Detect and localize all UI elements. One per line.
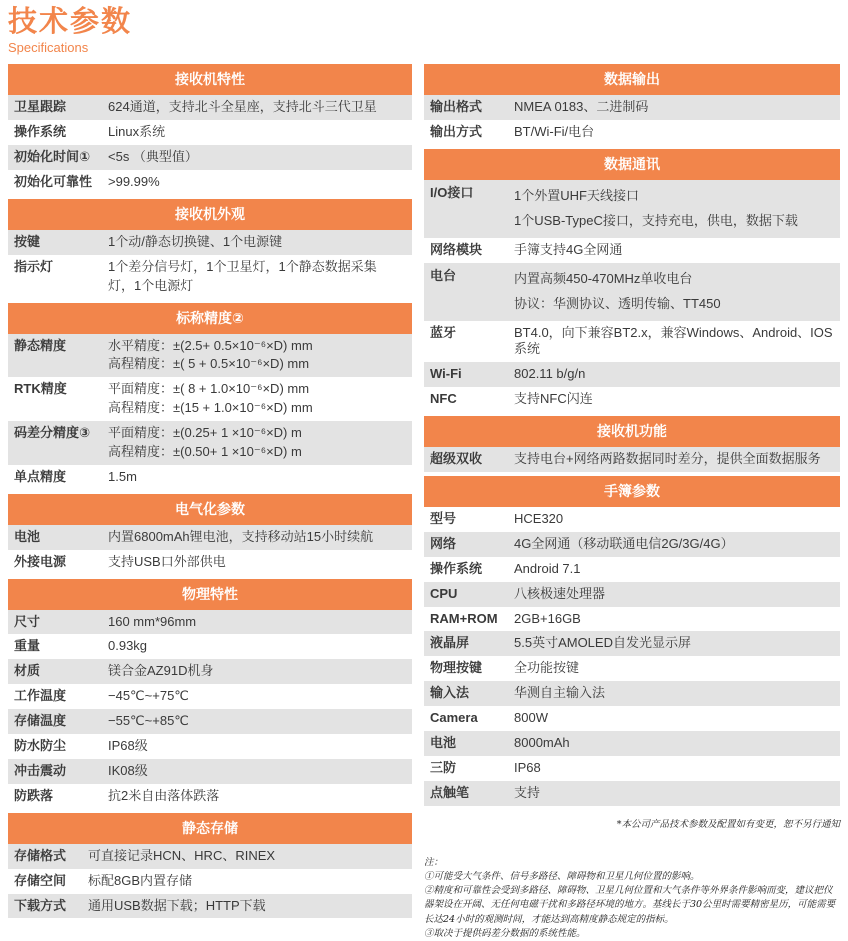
spec-value [108,148,408,167]
spec-row [8,784,412,809]
spec-value-line: 水平精度：±(2.5+ 0.5×10⁻⁶×D) mm [108,337,313,353]
spec-row [424,263,840,321]
spec-label: 存储格式 [14,847,67,863]
spec-value-line: 内置高频450-470MHz单收电台 [514,270,693,286]
spec-label: 单点精度 [14,468,67,484]
spec-row [424,238,840,263]
spec-value [514,734,836,753]
page-title: 技术参数 [8,6,133,38]
spec-row [8,170,412,195]
spec-row [8,709,412,734]
spec-value-line: 2GB+16GB [514,610,581,626]
spec-value-line: Android 7.1 [514,560,581,576]
spec-label: 外接电源 [14,553,67,569]
page-subtitle: Specifications [8,40,89,56]
spec-value [108,468,408,487]
spec-row [8,145,412,170]
spec-label: NFC [430,391,457,407]
spec-row [8,255,412,299]
section-header: 静态存储 [8,813,412,844]
note-item: ③取决于提供码差分数据的系统性能。 [424,927,586,939]
spec-value [108,98,408,117]
spec-value-line: 标配8GB内置存储 [88,872,193,888]
spec-value [108,258,408,296]
section-header: 标称精度② [8,303,412,334]
spec-value [514,610,836,629]
spec-value [108,233,408,252]
spec-value-line: 支持NFC闪连 [514,391,593,407]
spec-value [108,687,408,706]
spec-value [514,784,836,803]
spec-label: 工作温度 [14,688,67,704]
spec-label: 防水防尘 [14,738,67,754]
spec-label: 电池 [430,735,457,751]
spec-label: 码差分精度③ [14,425,91,441]
spec-row [8,465,412,490]
spec-value [514,324,836,360]
spec-label: RAM+ROM [430,610,498,626]
spec-row [8,869,412,894]
spec-section [8,494,412,575]
spec-value-line: <5s （典型值） [108,149,198,165]
spec-label: 初始化时间① [14,149,91,165]
note-item: ①可能受大气条件、信号多路径、障碍物和卫星几何位置的影响。 [424,870,700,882]
spec-value-line: 5.5英寸AMOLED自发光显示屏 [514,635,691,651]
spec-label: 点触笔 [430,784,470,800]
spec-value-line: 1.5m [108,468,137,484]
spec-row [8,734,412,759]
spec-value-line: 高程精度：±(15 + 1.0×10⁻⁶×D) mm [108,400,313,416]
spec-value-line: 624通道，支持北斗全星座，支持北斗三代卫星 [108,99,377,115]
spec-row [8,550,412,575]
spec-value-line: 4G全网通（移动联通电信2G/3G/4G） [514,535,734,551]
spec-value-line: HCE320 [514,511,564,527]
spec-value [514,267,836,317]
spec-value-line: BT4.0，向下兼容BT2.x，兼容Windows、Android、IOS系统 [514,324,833,357]
section-header: 物理特性 [8,579,412,610]
spec-value [108,662,408,681]
spec-label: 存储空间 [14,872,67,888]
spec-label: RTK精度 [14,381,67,397]
section-header: 电气化参数 [8,494,412,525]
spec-label: 材质 [14,663,41,679]
spec-row [8,525,412,550]
spec-row [424,387,840,412]
spec-row [8,610,412,635]
spec-value-line: NMEA 0183、二进制码 [514,99,649,115]
spec-value [514,535,836,554]
spec-value-line: 支持 [514,784,541,800]
spec-value [108,173,408,192]
spec-label: 物理按键 [430,660,483,676]
spec-row [8,334,412,378]
spec-value [514,241,836,260]
spec-value-line: IP68 [514,759,541,775]
spec-row [8,120,412,145]
spec-value [108,712,408,731]
spec-label: Camera [430,710,478,726]
spec-value [108,637,408,656]
section-header: 数据输出 [424,64,840,95]
spec-label: 静态精度 [14,337,67,353]
spec-label: 网络模块 [430,241,483,257]
spec-label: 超级双收 [430,451,483,467]
spec-row [424,120,840,145]
spec-row [8,634,412,659]
section-header: 接收机外观 [8,199,412,230]
spec-value-line: 800W [514,710,548,726]
spec-label: I/O接口 [430,185,474,201]
spec-value [514,684,836,703]
spec-section [8,64,412,195]
spec-value-line: 高程精度：±(0.50+ 1 ×10⁻⁶×D) m [108,444,302,460]
spec-label: 三防 [430,759,457,775]
spec-value [108,424,408,462]
spec-row [424,706,840,731]
spec-row [424,631,840,656]
spec-row [8,894,412,919]
spec-value-line: 高程精度：±( 5 + 0.5×10⁻⁶×D) mm [108,356,310,372]
spec-value [108,737,408,756]
spec-row [424,756,840,781]
spec-label: 重量 [14,638,41,654]
spec-row [424,557,840,582]
spec-value [514,585,836,604]
spec-label: 操作系统 [430,560,483,576]
spec-row [8,95,412,120]
spec-value [514,98,836,117]
spec-value [108,613,408,632]
spec-value-line: 平面精度：±( 8 + 1.0×10⁻⁶×D) mm [108,381,310,397]
spec-value [514,123,836,142]
spec-label: 防跌落 [14,787,54,803]
spec-row [8,659,412,684]
spec-row [424,507,840,532]
spec-value-line: 灯，1个电源灯 [108,277,194,293]
spec-row [424,95,840,120]
spec-row [8,759,412,784]
spec-label: 下载方式 [14,897,67,913]
right-column [424,64,840,941]
spec-value [88,897,408,916]
spec-label: 操作系统 [14,124,67,140]
disclaimer-text: *本公司产品技术参数及配置如有变更，恕不另行通知 [616,818,840,830]
spec-value [514,365,836,384]
spec-value-line: 1个差分信号灯，1个卫星灯，1个静态数据采集 [108,258,377,274]
spec-value [108,337,408,375]
spec-value-line: −45℃~+75℃ [108,688,189,704]
spec-row [8,377,412,421]
spec-row [424,582,840,607]
spec-value-line: 平面精度：±(0.25+ 1 ×10⁻⁶×D) m [108,425,302,441]
spec-value [108,528,408,547]
spec-value [514,510,836,529]
spec-label: 按键 [14,233,41,249]
spec-value [88,847,408,866]
spec-section [8,303,412,490]
spec-label: 蓝牙 [430,324,457,340]
spec-value-line: 1个外置UHF天线接口 [514,188,639,204]
spec-value-line: 通用USB数据下载；HTTP下载 [88,897,266,913]
spec-value-line: >99.99% [108,174,160,190]
spec-section [8,579,412,809]
notes-block [424,856,840,941]
spec-label: 网络 [430,535,457,551]
spec-value-line: 手簿支持4G全网通 [514,241,623,257]
notes-title: 注： [424,856,444,868]
spec-row [424,681,840,706]
spec-label: 输出格式 [430,99,483,115]
spec-row [8,684,412,709]
spec-value-line: 内置6800mAh锂电池，支持移动站15小时续航 [108,528,374,544]
spec-row [424,731,840,756]
spec-row [8,844,412,869]
spec-value-line: 支持电台+网络两路数据同时差分，提供全面数据服务 [514,451,821,467]
spec-label: 初始化可靠性 [14,174,93,190]
spec-value-line: 抗2米自由落体跌落 [108,787,220,803]
spec-value [514,450,836,469]
spec-row [424,362,840,387]
spec-value-line: 160 mm*96mm [108,613,197,629]
spec-section [8,813,412,919]
spec-row [424,532,840,557]
spec-value [514,659,836,678]
spec-value-line: 八核极速处理器 [514,585,606,601]
spec-row [424,180,840,238]
spec-section [424,149,840,412]
spec-value [514,184,836,234]
spec-value-line: 0.93kg [108,638,148,654]
spec-value [514,560,836,579]
spec-section [424,416,840,472]
spec-section [424,64,840,145]
note-item: ②精度和可靠性会受到多路径、障碍物、卫星几何位置和大气条件等外界条件影响而变，建议把仪器架设在开阔、无任何电磁干扰和多路径环境的地方。基线长于30公里时需要精密星历，可能需要长达24小时的观测时间，才能达到高精度静态规定的指标。 [424,885,836,925]
spec-value [108,787,408,806]
spec-label: 输出方式 [430,124,483,140]
spec-label: 冲击震动 [14,762,67,778]
spec-value-line: 可直接记录HCN、HRC、RINEX [88,847,276,863]
spec-value-line: 1个动/静态切换键、1个电源键 [108,233,283,249]
section-header: 接收机功能 [424,416,840,447]
spec-value-line: IK08级 [108,762,148,778]
spec-columns [8,64,840,941]
spec-value [108,123,408,142]
spec-value-line: 8000mAh [514,735,570,751]
spec-label: 卫星跟踪 [14,99,67,115]
spec-label: 输入法 [430,685,470,701]
spec-value-line: 协议：华测协议、透明传输、TT450 [514,295,721,311]
spec-row [8,230,412,255]
section-header: 接收机特性 [8,64,412,95]
spec-label: 液晶屏 [430,635,470,651]
spec-value [514,634,836,653]
spec-value [108,762,408,781]
spec-row [424,607,840,632]
spec-value-line: −55℃~+85℃ [108,713,189,729]
spec-label: 存储温度 [14,713,67,729]
spec-value-line: 华测自主输入法 [514,685,606,701]
spec-value [108,380,408,418]
section-header: 手簿参数 [424,476,840,507]
spec-value [88,872,408,891]
left-column [8,64,412,918]
spec-section [424,476,840,806]
spec-value [514,759,836,778]
spec-label: 指示灯 [14,258,54,274]
spec-label: 电池 [14,528,41,544]
spec-label: Wi-Fi [430,366,462,382]
spec-value-line: 镁合金AZ91D机身 [108,663,214,679]
spec-value-line: 1个USB-TypeC接口，支持充电，供电，数据下载 [514,213,798,229]
spec-value-line: 全功能按键 [514,660,580,676]
spec-row [424,781,840,806]
spec-row [424,656,840,681]
spec-value [514,390,836,409]
spec-row [8,421,412,465]
spec-value-line: 802.11 b/g/n [514,366,586,382]
spec-value [108,553,408,572]
spec-label: 电台 [430,267,457,283]
spec-value-line: 支持USB口外部供电 [108,553,226,569]
section-header: 数据通讯 [424,149,840,180]
spec-section [8,199,412,299]
spec-value-line: BT/Wi-Fi/电台 [514,124,595,140]
spec-value [514,709,836,728]
spec-label: CPU [430,585,458,601]
spec-row [424,447,840,472]
spec-row [424,321,840,363]
spec-label: 尺寸 [14,613,41,629]
spec-label: 型号 [430,511,457,527]
spec-value-line: Linux系统 [108,124,166,140]
spec-value-line: IP68级 [108,738,148,754]
